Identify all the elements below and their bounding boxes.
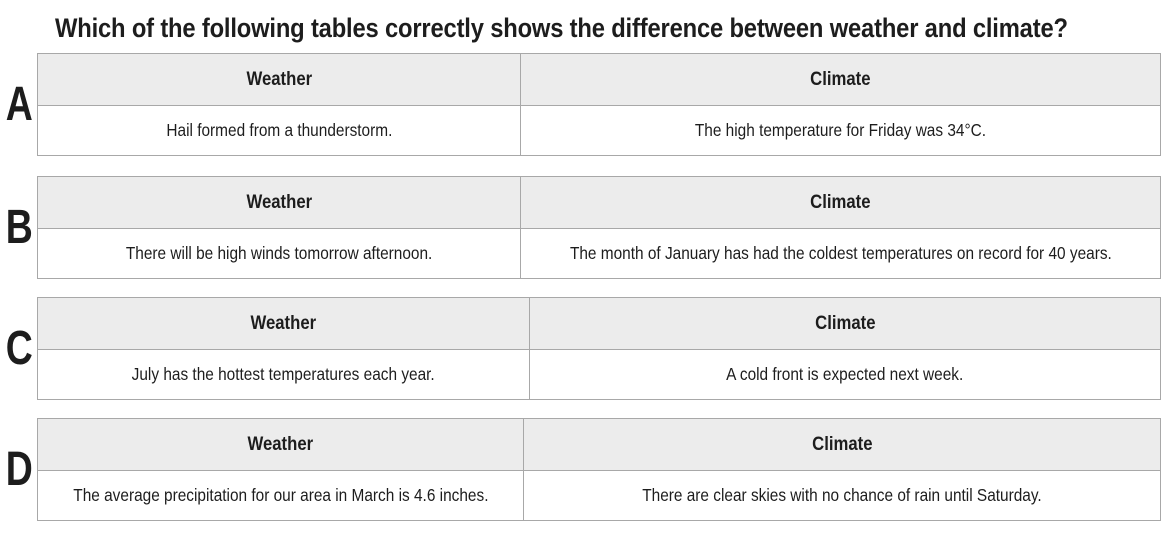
table-header-row xyxy=(38,298,1161,350)
option-a-climate-cell: The high temperature for Friday was 34°C. xyxy=(520,106,1160,156)
question-title-text: Which of the following tables correctly shows the difference between weather and climate? xyxy=(55,13,1068,43)
option-c-table[interactable] xyxy=(37,297,1161,400)
answer-option-c[interactable] xyxy=(0,297,1161,400)
question-page xyxy=(0,13,1168,551)
option-d-letter: D xyxy=(5,442,32,496)
option-b-letter: B xyxy=(5,200,32,254)
option-b-climate-cell: The month of January has had the coldest temperatures on record for 40 years. xyxy=(520,229,1160,279)
option-d-table[interactable] xyxy=(37,418,1161,521)
option-c-climate-cell: A cold front is expected next week. xyxy=(529,350,1160,400)
option-a-table[interactable] xyxy=(37,53,1161,156)
weather-column-header: Weather xyxy=(38,298,530,350)
answer-option-a[interactable] xyxy=(0,53,1161,156)
climate-column-header: Climate xyxy=(529,298,1160,350)
table-row xyxy=(38,106,1161,156)
table-row xyxy=(38,229,1161,279)
option-a-letter: A xyxy=(5,77,32,131)
table-header-row xyxy=(38,419,1161,471)
option-a-letter-area xyxy=(0,77,37,131)
table-row xyxy=(38,471,1161,521)
option-b-table[interactable] xyxy=(37,176,1161,279)
climate-column-header: Climate xyxy=(520,177,1160,229)
option-c-letter: C xyxy=(5,321,32,375)
option-d-climate-cell: There are clear skies with no chance of rain until Saturday. xyxy=(524,471,1161,521)
answer-option-b[interactable] xyxy=(0,176,1161,279)
climate-column-header: Climate xyxy=(524,419,1161,471)
option-d-letter-area xyxy=(0,442,37,496)
table-row xyxy=(38,350,1161,400)
table-header-row xyxy=(38,177,1161,229)
option-b-letter-area xyxy=(0,200,37,254)
option-b-weather-cell: There will be high winds tomorrow afternoon. xyxy=(38,229,521,279)
weather-column-header: Weather xyxy=(38,54,521,106)
answer-option-d[interactable] xyxy=(0,418,1161,521)
option-c-letter-area xyxy=(0,321,37,375)
weather-column-header: Weather xyxy=(38,419,524,471)
weather-column-header: Weather xyxy=(38,177,521,229)
option-a-weather-cell: Hail formed from a thunderstorm. xyxy=(38,106,521,156)
option-c-weather-cell: July has the hottest temperatures each year. xyxy=(38,350,530,400)
climate-column-header: Climate xyxy=(520,54,1160,106)
table-header-row xyxy=(38,54,1161,106)
option-d-weather-cell: The average precipitation for our area in March is 4.6 inches. xyxy=(38,471,524,521)
question-title xyxy=(55,13,1168,44)
